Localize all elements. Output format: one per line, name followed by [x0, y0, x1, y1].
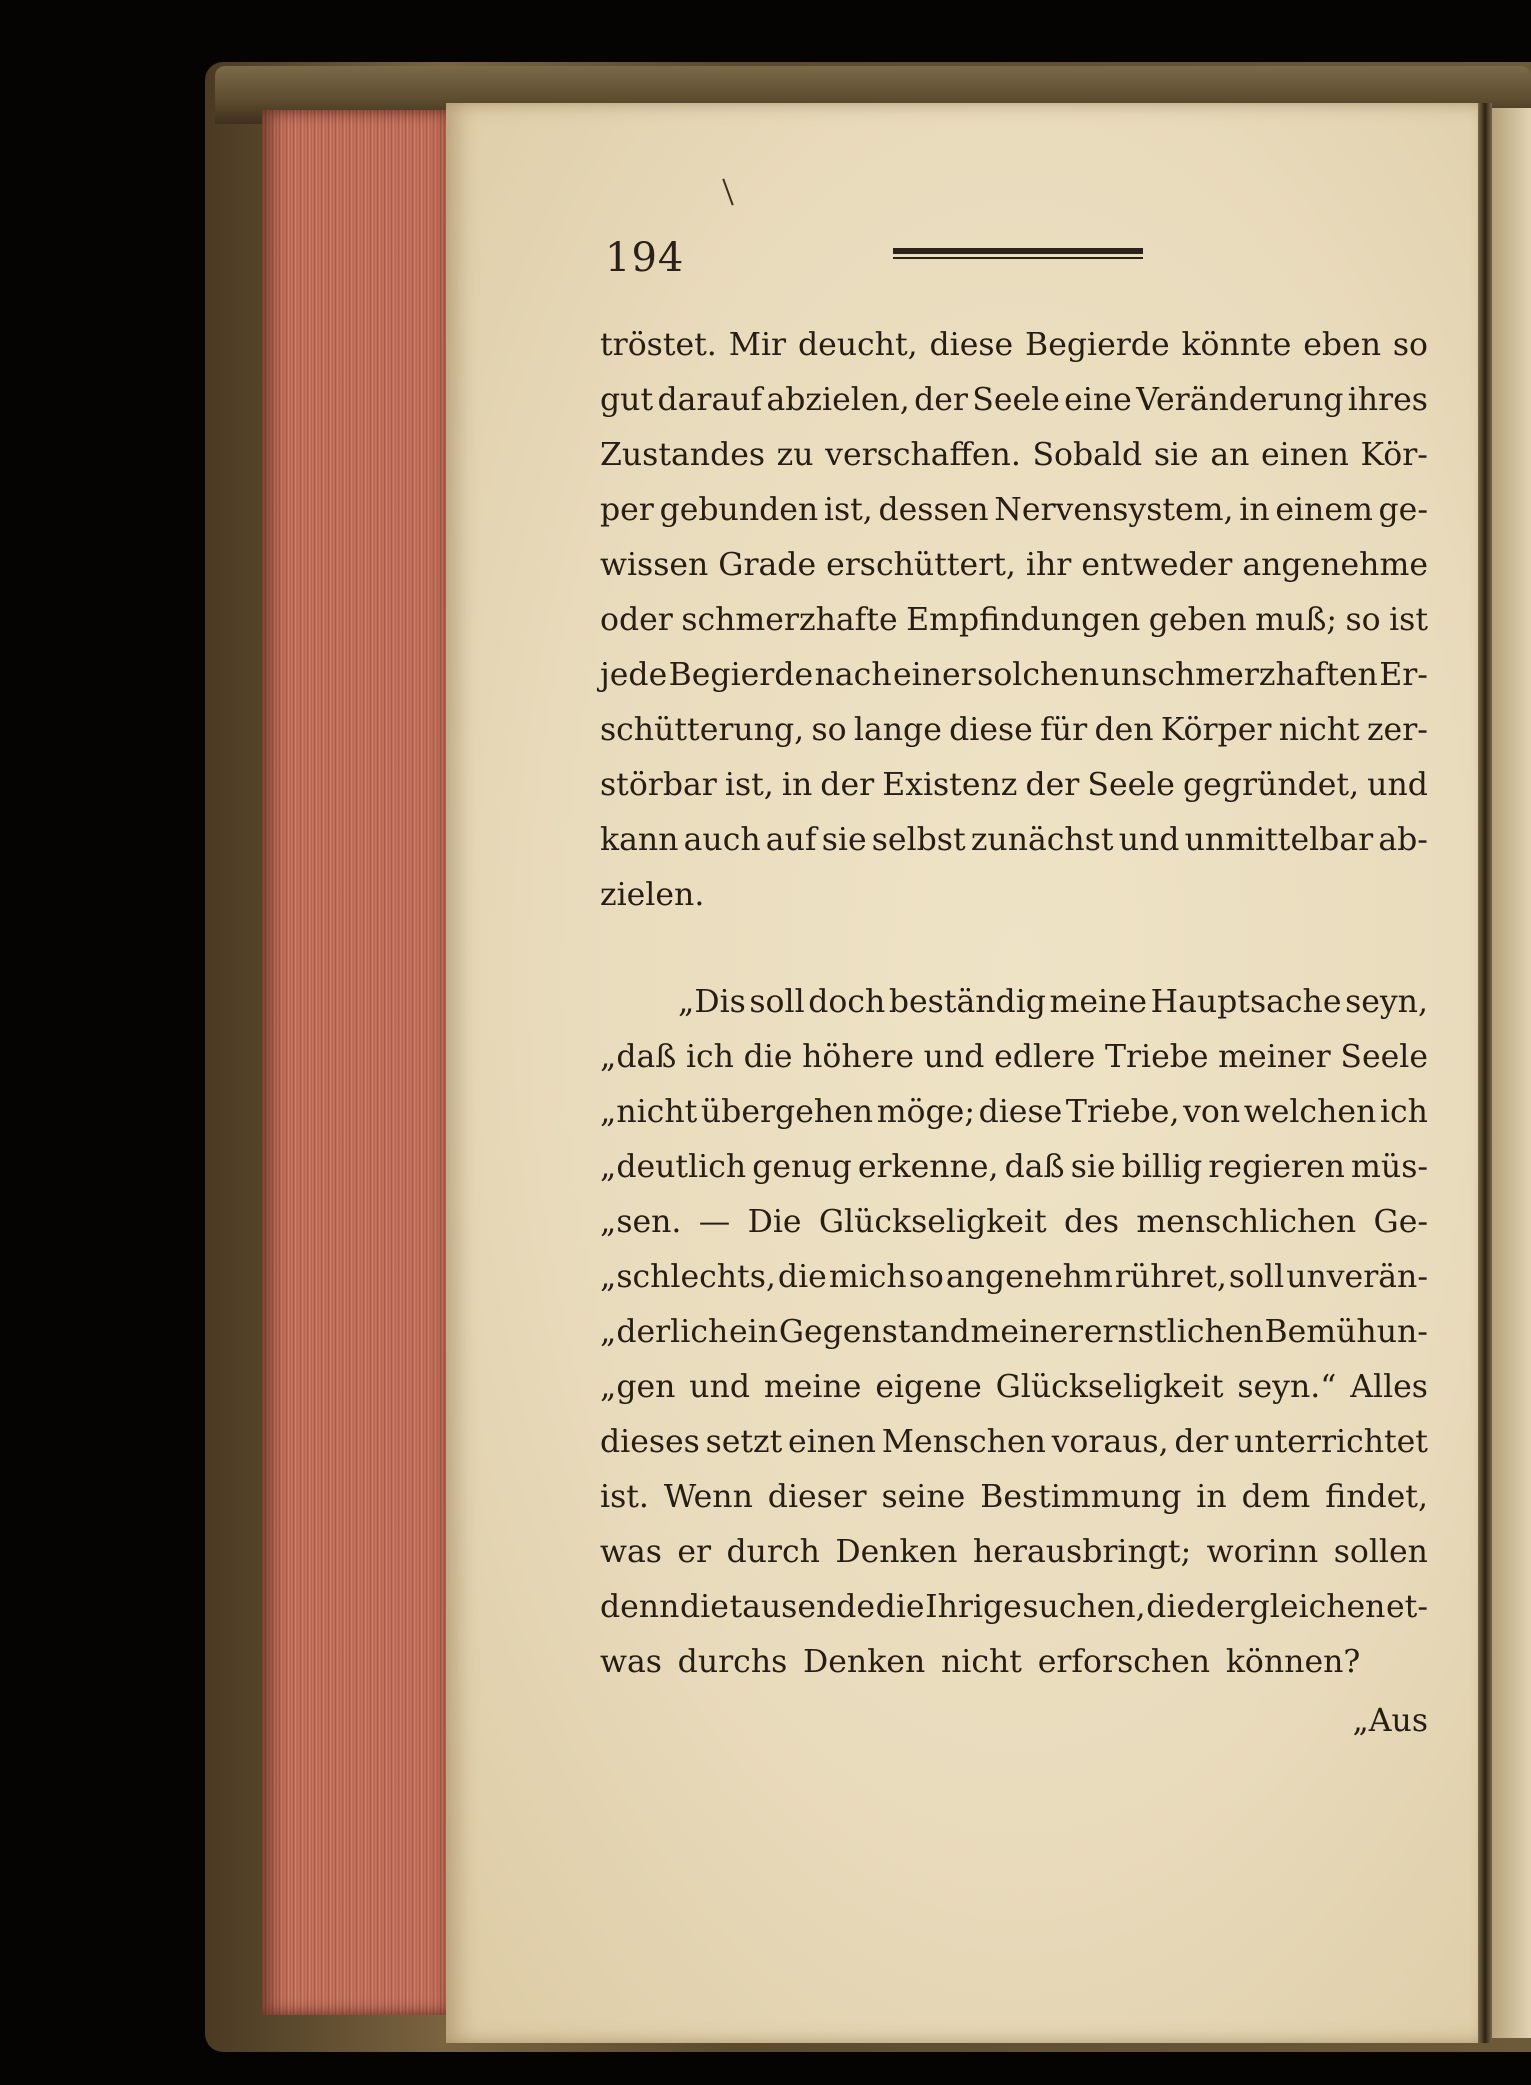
word: und — [1367, 767, 1428, 803]
word: zer- — [1366, 712, 1428, 748]
word: „schlechts, — [600, 1259, 776, 1295]
word: mich — [828, 1259, 907, 1295]
word: eine — [1064, 382, 1132, 418]
text-line — [600, 538, 1428, 593]
word: er — [677, 1534, 712, 1570]
word: per — [600, 492, 654, 528]
word: gut — [600, 382, 654, 418]
word: so — [1345, 602, 1381, 638]
word: ich — [685, 1039, 734, 1075]
word: kann — [600, 822, 679, 858]
text-line — [600, 428, 1428, 483]
word: tausende — [729, 1589, 876, 1625]
page-gutter — [1478, 103, 1492, 2043]
word: einen — [1261, 437, 1349, 473]
word: ein — [729, 1314, 779, 1350]
word: auf — [765, 822, 817, 858]
word: Ge- — [1373, 1204, 1428, 1240]
word: durchs — [677, 1644, 788, 1680]
word: Begierde — [668, 657, 814, 693]
word: Denken — [835, 1534, 958, 1570]
word: den — [1094, 712, 1154, 748]
word: „nicht — [600, 1094, 698, 1130]
word: solchen — [977, 657, 1100, 693]
word: eigene — [875, 1369, 982, 1405]
word: nicht — [940, 1644, 1022, 1680]
word: billig — [1121, 1149, 1203, 1185]
word: Denken — [803, 1644, 926, 1680]
word: Körper — [1160, 712, 1272, 748]
word: Kör- — [1360, 437, 1428, 473]
word: lange — [853, 712, 942, 748]
word: einen — [788, 1424, 876, 1460]
body-text — [600, 318, 1428, 1690]
word: selbst — [871, 822, 966, 858]
paragraph-gap — [600, 923, 1428, 975]
word: höhere — [802, 1039, 915, 1075]
word: nach — [814, 657, 892, 693]
word: der — [914, 382, 968, 418]
word: ist, — [724, 767, 774, 803]
text-line — [600, 373, 1428, 428]
word: nicht — [1278, 712, 1360, 748]
word: die — [1146, 1589, 1196, 1625]
word: regieren — [1208, 1149, 1345, 1185]
word: unverän- — [1286, 1259, 1428, 1295]
word: schütterung, — [600, 712, 805, 748]
word: seine — [881, 1479, 966, 1515]
word: Seele — [1340, 1039, 1428, 1075]
text-line — [600, 1250, 1428, 1305]
word: seyn.“ — [1237, 1369, 1337, 1405]
word: und — [1118, 822, 1180, 858]
word: erschüttert, — [826, 547, 1016, 583]
word: „daß — [600, 1039, 677, 1075]
word: schmerzhafte — [681, 602, 898, 638]
text-line — [600, 1305, 1428, 1360]
word: geben — [1148, 602, 1247, 638]
word: diese — [929, 327, 1014, 363]
word: entweder — [1081, 547, 1233, 583]
catchword: „Aus — [1352, 1703, 1428, 1739]
word: und — [689, 1369, 751, 1405]
word: Grade — [718, 547, 817, 583]
word: was — [600, 1644, 662, 1680]
word: herausbringt; — [972, 1534, 1192, 1570]
text-line — [600, 1360, 1428, 1415]
word: unterrichtet — [1234, 1424, 1428, 1460]
word: wissen — [600, 547, 709, 583]
word: Seele — [972, 382, 1060, 418]
text-line — [600, 648, 1428, 703]
text-line — [600, 1415, 1428, 1470]
word: unmittelbar — [1184, 822, 1374, 858]
word: worinn — [1206, 1534, 1319, 1570]
word: edlere — [994, 1039, 1096, 1075]
word: der — [820, 767, 875, 803]
word: Bemühun- — [1264, 1314, 1428, 1350]
word: möge; — [876, 1094, 975, 1130]
word: erforschen — [1037, 1644, 1211, 1680]
word: und — [923, 1039, 985, 1075]
word: zunächst — [970, 822, 1114, 858]
word: ihr — [1025, 547, 1072, 583]
word: die — [875, 1589, 925, 1625]
word: „deutlich — [600, 1149, 747, 1185]
word: abzielen, — [766, 382, 910, 418]
word: seyn, — [1345, 984, 1428, 1020]
word: soll — [1228, 1259, 1285, 1295]
word: zu — [776, 437, 814, 473]
word: Seele — [1087, 767, 1175, 803]
word: der — [1174, 1424, 1229, 1460]
word: der — [1025, 767, 1080, 803]
word: Alles — [1350, 1369, 1428, 1405]
word: doch — [808, 984, 886, 1020]
word: menschlichen — [1136, 1204, 1357, 1240]
word: Sobald — [1032, 437, 1143, 473]
word: meine — [1049, 984, 1148, 1020]
word: müs- — [1351, 1149, 1428, 1185]
word: störbar — [600, 767, 717, 803]
word: setzt — [705, 1424, 783, 1460]
word: was — [600, 1534, 662, 1570]
word: welchen — [1243, 1094, 1377, 1130]
word: Glückseligkeit — [995, 1369, 1224, 1405]
word: Bestimmung — [980, 1479, 1182, 1515]
facing-page-edge — [1492, 108, 1531, 2038]
word: eben — [1303, 327, 1381, 363]
text-line — [600, 758, 1428, 813]
word: Nervensystem, — [994, 492, 1234, 528]
paragraph — [600, 975, 1428, 1690]
word: „derlich — [600, 1314, 729, 1350]
word: angenehme — [1242, 547, 1428, 583]
word: zielen. — [600, 877, 705, 913]
word: Ihrige — [925, 1589, 1022, 1625]
word: „Dis — [678, 984, 746, 1020]
text-line — [600, 813, 1428, 868]
text-line — [600, 975, 1428, 1030]
header-rule — [893, 248, 1143, 259]
word: sie — [1070, 1149, 1116, 1185]
word: ge- — [1378, 492, 1428, 528]
word: muß; — [1255, 602, 1337, 638]
text-line — [600, 1470, 1428, 1525]
word: gegründet, — [1183, 767, 1360, 803]
word: Veränderung — [1136, 382, 1344, 418]
word: Mir — [728, 327, 787, 363]
word: meiner — [1218, 1039, 1331, 1075]
text-line — [600, 593, 1428, 648]
word: Triebe — [1104, 1039, 1209, 1075]
word: einem — [1275, 492, 1373, 528]
word: Er- — [1379, 657, 1428, 693]
word: gebunden — [659, 492, 819, 528]
word: „gen — [600, 1369, 676, 1405]
word: die — [743, 1039, 793, 1075]
word: genug — [752, 1149, 852, 1185]
word: auch — [683, 822, 761, 858]
word: so — [908, 1259, 944, 1295]
text-line — [600, 318, 1428, 373]
word: rühret, — [1114, 1259, 1227, 1295]
word: in — [1196, 1479, 1227, 1515]
text-line — [600, 1635, 1428, 1690]
paragraph — [600, 318, 1428, 923]
word: Begierde — [1025, 327, 1170, 363]
word: Triebe, — [1065, 1094, 1180, 1130]
word: verschaffen. — [825, 437, 1021, 473]
word: in — [781, 767, 813, 803]
word: dieser — [767, 1479, 867, 1515]
word: suchen, — [1022, 1589, 1146, 1625]
word: Existenz — [882, 767, 1018, 803]
word: die — [679, 1589, 729, 1625]
word: Hauptsache — [1150, 984, 1342, 1020]
word: „sen. — [600, 1204, 682, 1240]
text-line — [600, 703, 1428, 758]
word: findet, — [1325, 1479, 1428, 1515]
word: ich — [1379, 1094, 1428, 1130]
word: sie — [1153, 437, 1199, 473]
word: et- — [1386, 1589, 1428, 1625]
word: ist — [1389, 602, 1428, 638]
word: Die — [747, 1204, 802, 1240]
word: sie — [821, 822, 867, 858]
word: darauf — [657, 382, 763, 418]
word: übergehen — [700, 1094, 874, 1130]
text-line — [600, 1085, 1428, 1140]
text-line — [600, 1525, 1428, 1580]
text-line — [600, 1030, 1428, 1085]
text-line — [600, 1580, 1428, 1635]
word: des — [1064, 1204, 1119, 1240]
word: meine — [763, 1369, 862, 1405]
word: Wenn — [663, 1479, 753, 1515]
word: soll — [749, 984, 805, 1020]
word: ist. — [600, 1479, 649, 1515]
word: ihres — [1347, 382, 1428, 418]
word: so — [1392, 327, 1428, 363]
word: so — [811, 712, 847, 748]
word: Empfindungen — [906, 602, 1141, 638]
word: dem — [1241, 1479, 1311, 1515]
word: dieses — [600, 1424, 700, 1460]
word: dessen — [878, 492, 989, 528]
word: beständig — [888, 984, 1046, 1020]
page-fore-edge — [262, 110, 452, 2015]
word: sollen — [1333, 1534, 1428, 1570]
word: dergleichen — [1195, 1589, 1386, 1625]
page-number: 194 — [605, 235, 685, 281]
text-line — [600, 483, 1428, 538]
word: für — [1040, 712, 1088, 748]
word: ab- — [1378, 822, 1428, 858]
word: ernstlichen — [1083, 1314, 1264, 1350]
text-line — [600, 868, 1428, 923]
word: oder — [600, 602, 673, 638]
word: an — [1210, 437, 1250, 473]
word: von — [1183, 1094, 1241, 1130]
word: diese — [978, 1094, 1063, 1130]
word: in — [1239, 492, 1270, 528]
word: einer — [893, 657, 976, 693]
word: erkenne, — [857, 1149, 999, 1185]
word: ist, — [823, 492, 873, 528]
text-line — [600, 1140, 1428, 1195]
word: Gegenstand — [778, 1314, 970, 1350]
word: die — [777, 1259, 827, 1295]
word: jede — [600, 657, 668, 693]
word: diese — [949, 712, 1033, 748]
word: unschmerzhaften — [1100, 657, 1378, 693]
word: können? — [1225, 1644, 1361, 1680]
word: denn — [600, 1589, 680, 1625]
word: voraus, — [1051, 1424, 1169, 1460]
word: meiner — [970, 1314, 1084, 1350]
word: Zustandes — [600, 437, 766, 473]
word: durch — [726, 1534, 820, 1570]
word: Menschen — [881, 1424, 1046, 1460]
word: Glückseligkeit — [818, 1204, 1047, 1240]
word: angenehm — [945, 1259, 1113, 1295]
text-line — [600, 1195, 1428, 1250]
word: könnte — [1181, 327, 1292, 363]
word: daß — [1004, 1149, 1065, 1185]
word: deucht, — [797, 327, 918, 363]
word: tröstet. — [600, 327, 717, 363]
word: — — [698, 1204, 731, 1240]
